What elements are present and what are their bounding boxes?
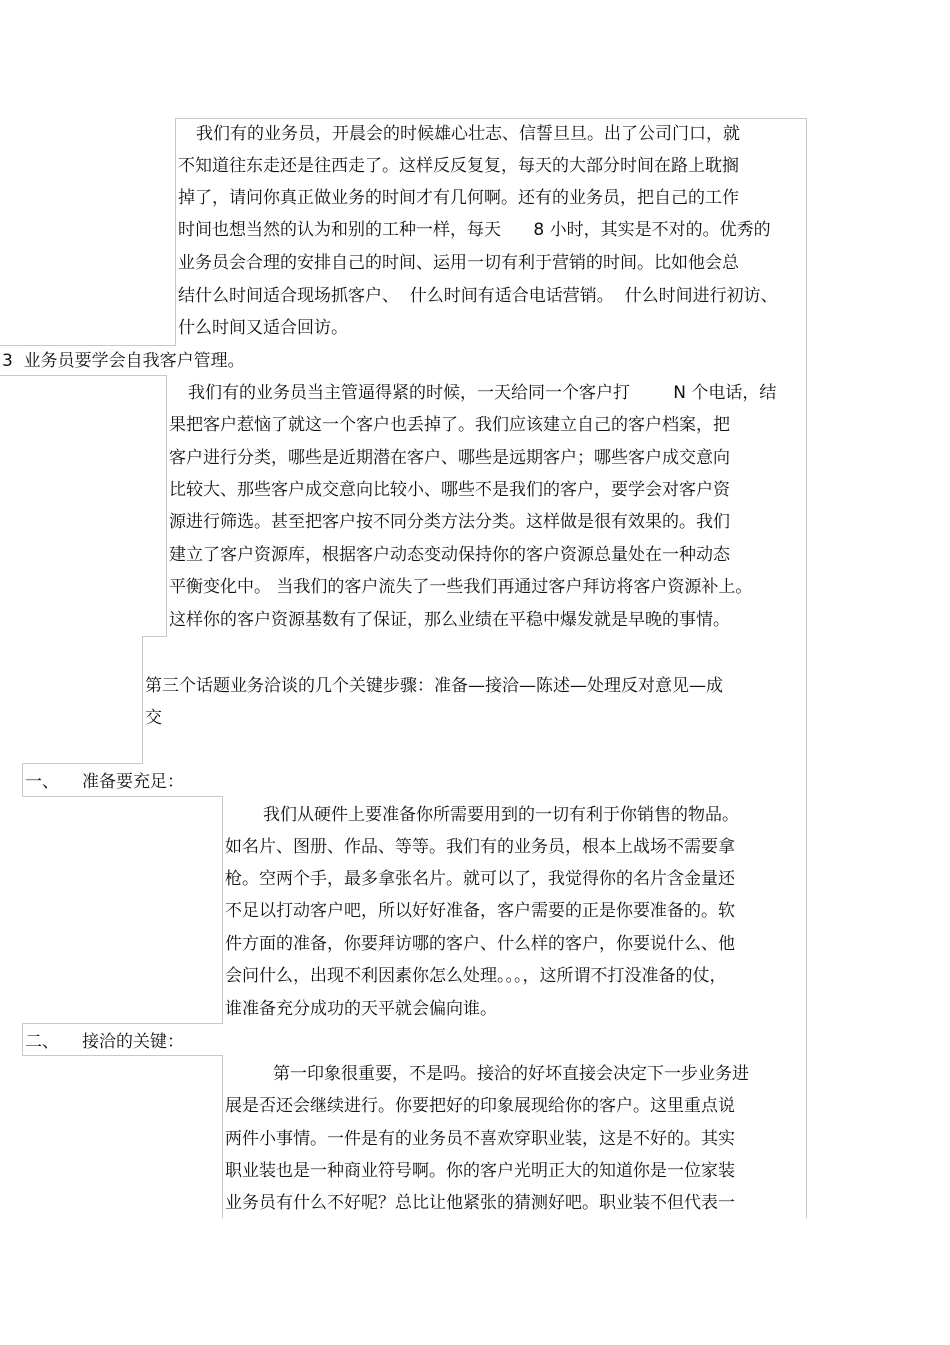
section-title: 接洽的关键： bbox=[82, 1032, 184, 1052]
section1-body-left-border bbox=[222, 796, 223, 1024]
section2-body-top-border bbox=[22, 1055, 223, 1056]
text-line: 枪。空两个手，最多拿张名片。就可以了，我觉得你的名片含金量还 bbox=[225, 869, 735, 889]
text-line: 果把客户惹恼了就这一个客户也丢掉了。我们应该建立自己的客户档案，把 bbox=[169, 415, 730, 435]
text-line: 不足以打动客户吧，所以好好准备，客户需要的正是你要准备的。软 bbox=[225, 901, 735, 921]
text-line: 客户进行分类，哪些是近期潜在客户、哪些是远期客户；哪些客户成交意向 bbox=[169, 448, 730, 468]
section-heading: 3 业务员要学会自我客户管理。 bbox=[2, 351, 245, 371]
text-line: 我们有的业务员当主管逼得紧的时候，一天给同一个客户打 N 个电话，结 bbox=[188, 383, 777, 403]
text-line: 不知道往东走还是往西走了。这样反反复复，每天的大部分时间在路上耽搁 bbox=[178, 156, 739, 176]
text-line: 业务员会合理的安排自己的时间、运用一切有利于营销的时间。比如他会总 bbox=[178, 253, 739, 273]
section1-heading-left-border bbox=[22, 763, 23, 797]
section-number: 一、 bbox=[25, 772, 59, 792]
section1-top-border bbox=[22, 763, 143, 764]
text-line: 交 bbox=[145, 708, 162, 728]
block1-left-border bbox=[175, 118, 176, 346]
text-line: 掉了，请问你真正做业务的时间才有几何啊。还有的业务员，把自己的工作 bbox=[178, 188, 739, 208]
text-line: 展是否还会继续进行。你要把好的印象展现给你的客户。这里重点说 bbox=[225, 1096, 735, 1116]
text-line: 职业装也是一种商业符号啊。你的客户光明正大的知道你是一位家装 bbox=[225, 1161, 735, 1181]
right-border bbox=[806, 118, 807, 1218]
section2-top-border bbox=[22, 1023, 223, 1024]
section1-body-top-border bbox=[22, 796, 223, 797]
section-number: 二、 bbox=[25, 1032, 59, 1052]
text-line: 时间也想当然的认为和别的工种一样，每天 8 小时，其实是不对的。优秀的 bbox=[178, 220, 771, 240]
text-line: 平衡变化中。 当我们的客户流失了一些我们再通过客户拜访将客户资源补上。 bbox=[169, 577, 753, 597]
text-line: 业务员有什么不好呢？总比让他紧张的猜测好吧。职业装不但代表一 bbox=[225, 1193, 735, 1213]
text-line: 源进行筛选。甚至把客户按不同分类方法分类。这样做是很有效果的。我们 bbox=[169, 512, 730, 532]
text-line: 结什么时间适合现场抓客户、 什么时间有适合电话营销。 什么时间进行初访、 bbox=[178, 286, 778, 306]
text-line: 比较大、那些客户成交意向比较小、哪些不是我们的客户，要学会对客户资 bbox=[169, 480, 730, 500]
text-line: 我们有的业务员，开晨会的时候雄心壮志、信誓旦旦。出了公司门口，就 bbox=[196, 124, 740, 144]
section2-heading-left-border bbox=[22, 1023, 23, 1056]
text-line: 件方面的准备，你要拜访哪的客户、什么样的客户，你要说什么、他 bbox=[225, 934, 735, 954]
block2-top-border bbox=[0, 375, 167, 376]
section2-body-left-border bbox=[222, 1055, 223, 1218]
section-title: 准备要充足： bbox=[82, 772, 184, 792]
heading3-top-border bbox=[0, 345, 176, 346]
block1-top-border bbox=[175, 118, 807, 119]
text-line: 会问什么，出现不利因素你怎么处理。。。，这所谓不打没准备的仗， bbox=[225, 966, 727, 986]
topic3-left-border bbox=[142, 636, 143, 764]
text-line: 谁准备充分成功的天平就会偏向谁。 bbox=[225, 999, 497, 1019]
text-line: 什么时间又适合回访。 bbox=[178, 318, 348, 338]
text-line: 第一印象很重要，不是吗。接洽的好坏直接会决定下一步业务进 bbox=[273, 1064, 749, 1084]
text-line: 这样你的客户资源基数有了保证，那么业绩在平稳中爆发就是早晚的事情。 bbox=[169, 610, 730, 630]
text-line: 我们从硬件上要准备你所需要用到的一切有利于你销售的物品。 bbox=[263, 805, 739, 825]
text-line: 两件小事情。一件是有的业务员不喜欢穿职业装，这是不好的。其实 bbox=[225, 1129, 735, 1149]
text-line: 建立了客户资源库，根据客户动态变动保持你的客户资源总量处在一种动态 bbox=[169, 545, 730, 565]
topic3-top-border bbox=[142, 636, 167, 637]
text-line: 第三个话题业务洽谈的几个关键步骤：准备—接洽—陈述—处理反对意见—成 bbox=[145, 676, 723, 696]
block2-left-border bbox=[166, 375, 167, 637]
text-line: 如名片、图册、作品、等等。我们有的业务员，根本上战场不需要拿 bbox=[225, 837, 735, 857]
